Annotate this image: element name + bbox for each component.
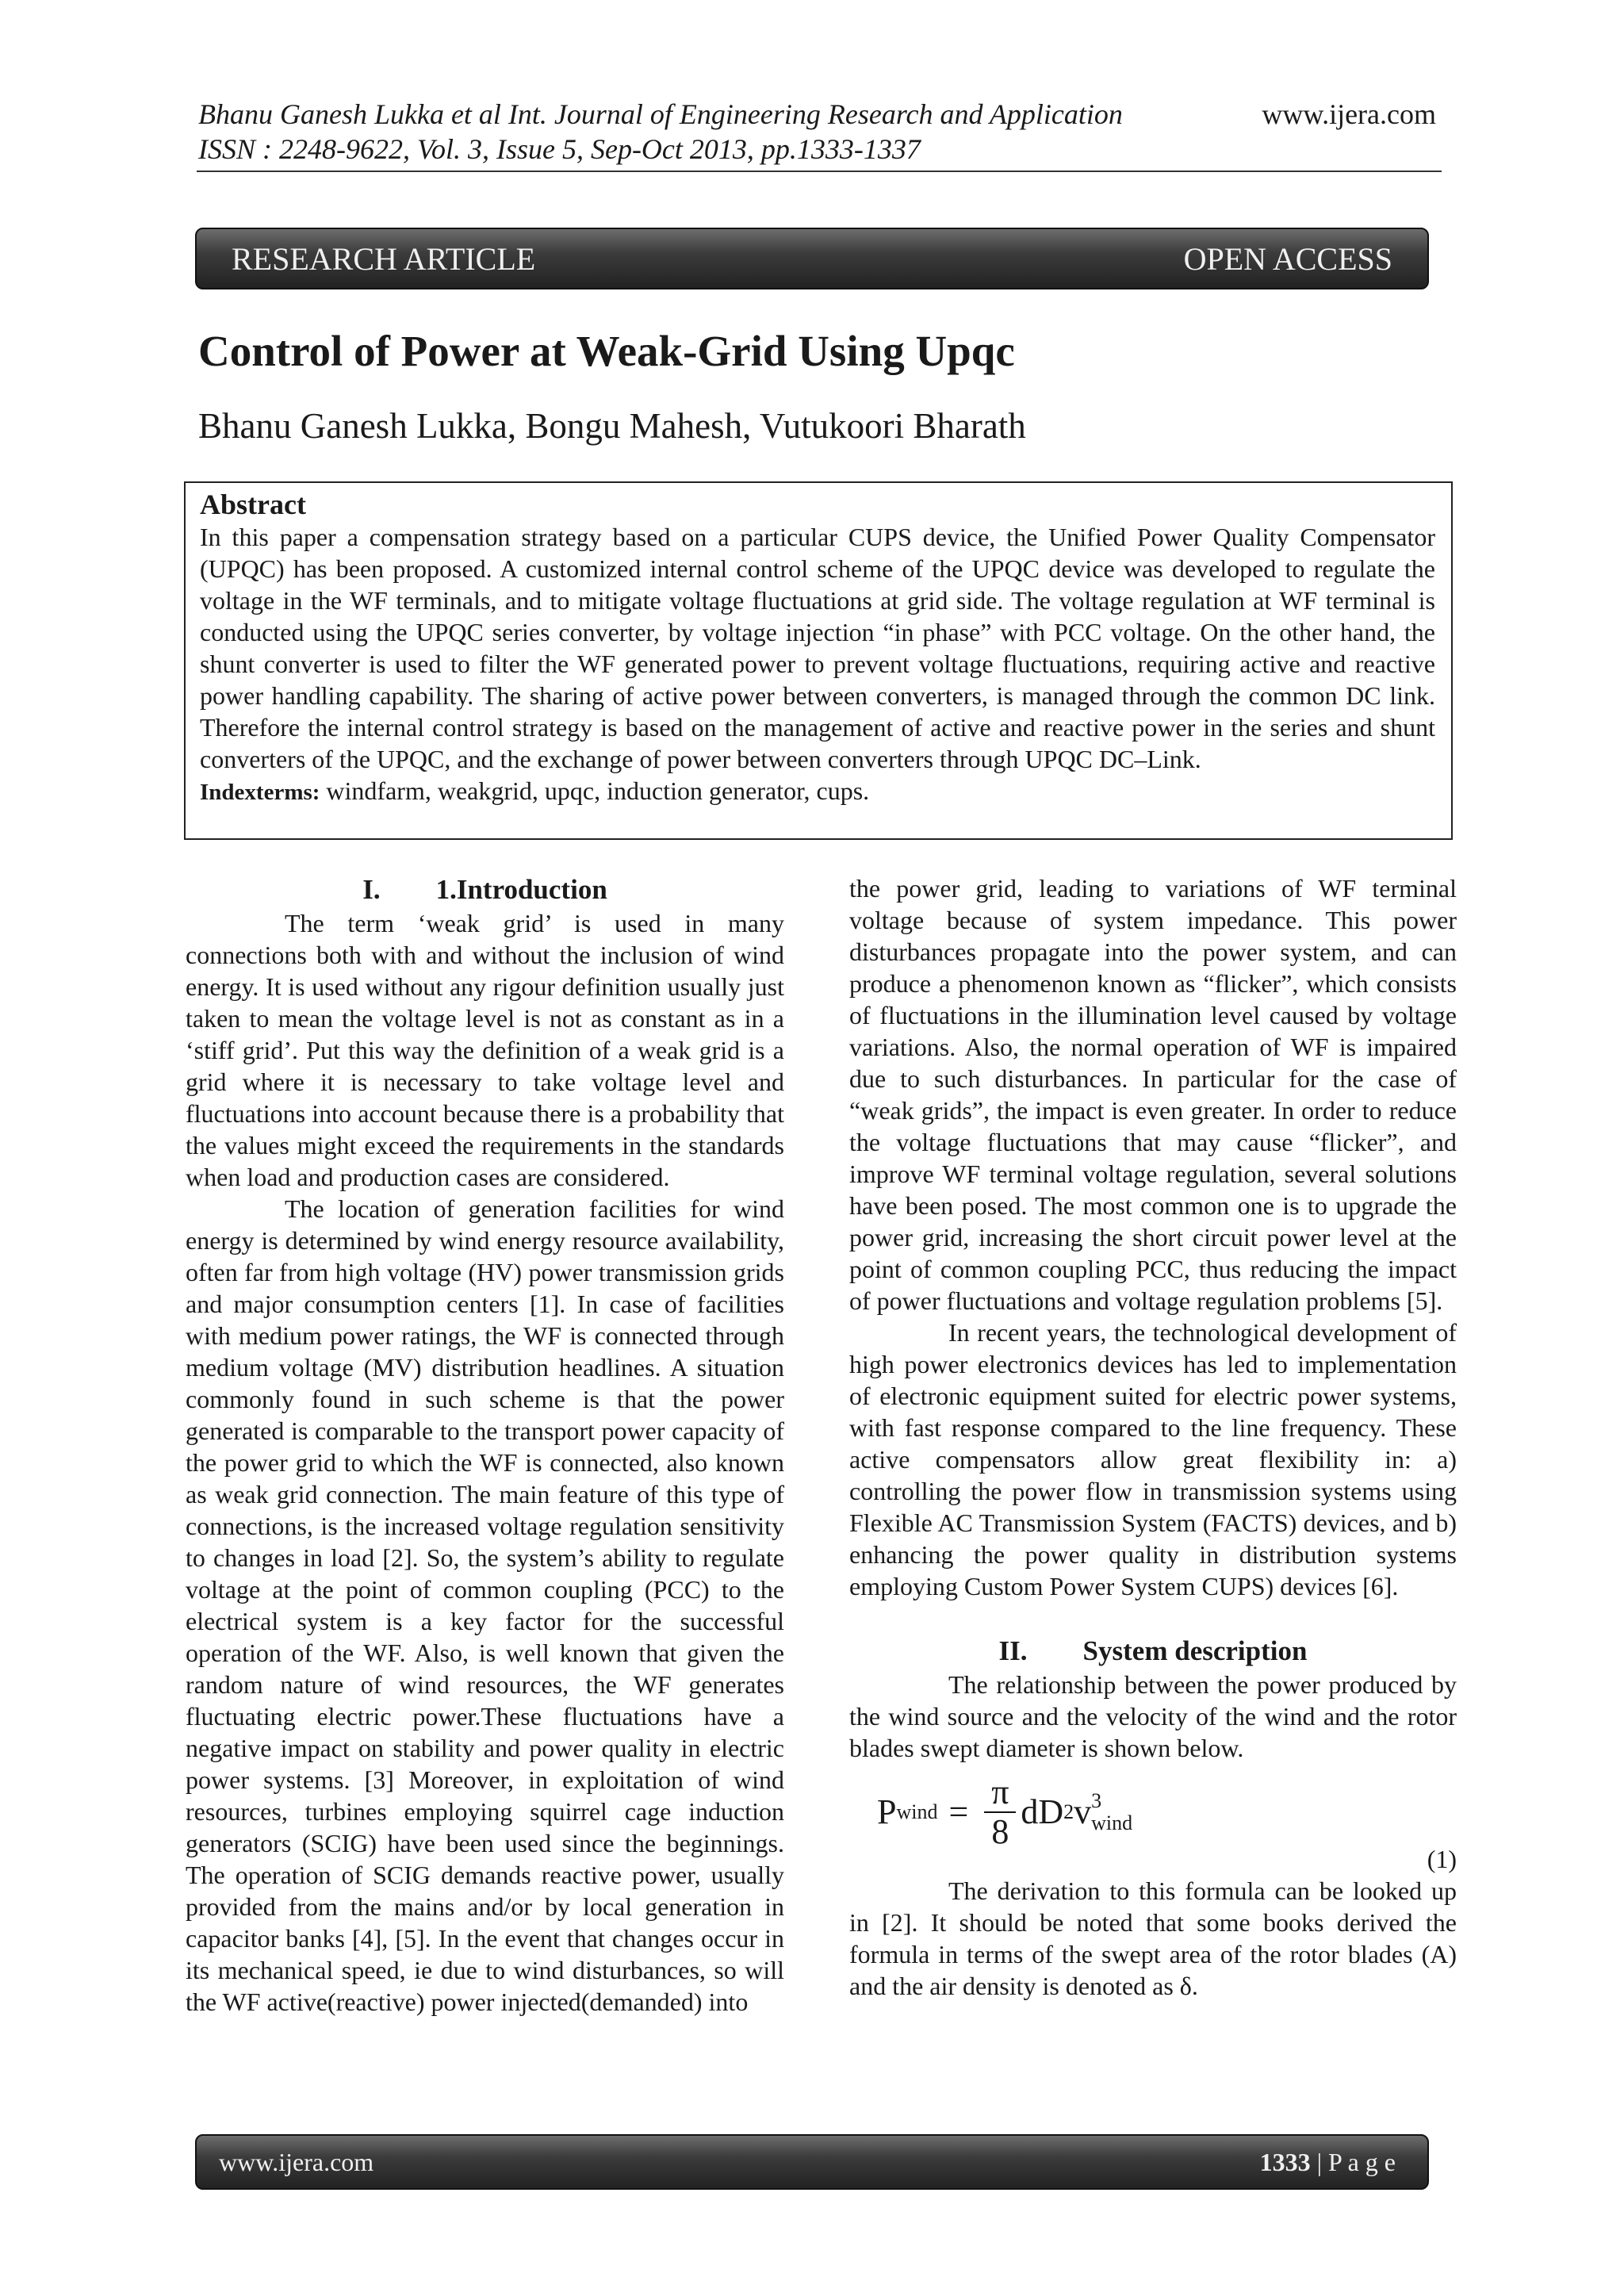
intro-paragraph-1: The term ‘weak grid’ is used in many connections both with and without the inclusion of wind energy. It is used without any rigour definition usually just taken to mean the voltage level is not as constant as in a ‘stiff grid’. Put this way the definition of a weak grid is a grid where it is necessary to take voltage level and fluctuations into account because there is a probability that the values might exceed the requirements in the standards when load and production cases are considered. [186,909,784,1191]
section-1-title: 1.Introduction [435,874,607,905]
section-1-number: I. [362,874,381,905]
system-paragraph-1: The relationship between the power produced by the wind source and the velocity of the wind and the rotor blades swept diameter is shown below. [849,1670,1457,1762]
article-type-banner [195,228,1429,289]
section-2-heading [849,1634,1457,1669]
system-paragraph-2: The derivation to this formula can be looked up in [2]. It should be noted that some books derived the formula in terms of the swept area of the rotor blades (A) and the air density is denoted as δ. [849,1876,1457,2000]
section-1-heading [186,872,784,907]
right-column [849,872,1457,2002]
footer-website[interactable]: www.ijera.com [219,2147,374,2176]
index-terms-label: Indexterms: [200,780,320,805]
intro-paragraph-4: In recent years, the technological development of high power electronics devices has led to implementation of electronic equipment suited for electric power systems, with fast response compared to the line frequency. These active compensators allow great flexibility in: a) controlling the power flow in transmission systems using Flexible AC Transmission System (FACTS) devices, and b) enhancing the power quality in distribution systems employing Custom Power System CUPS) devices [6]. [849,1318,1457,1600]
section-2-title: System description [1082,1635,1308,1666]
header-divider [197,171,1442,172]
paper-title: Control of Power at Weak-Grid Using Upqc [198,327,1015,375]
journal-website[interactable]: www.ijera.com [1262,98,1436,130]
index-terms-values: windfarm, weakgrid, upqc, induction generator, cups. [320,776,870,805]
left-column [186,872,784,2018]
running-header [198,97,1123,167]
page-number: 1333 | P a g e [1259,2147,1396,2176]
intro-paragraph-2: The location of generation facilities for wind energy is determined by wind energy resource availability, often far from high voltage (HV) power transmission grids and major consumption centers [1]. In case of facilities with medium power ratings, the WF is connected through medium voltage (MV) distribution headlines. A situation commonly found in such scheme is that the power generated is comparable to the transport power capacity of the power grid to which the WF is connected, also known as weak grid connection. The main feature of this type of connections, is the increased voltage regulation sensitivity to changes in load [2]. So, the system’s ability to regulate voltage at the point of common coupling (PCC) to the electrical system is a key factor for the successful operation of the WF. Also, is well known that given the random nature of wind resources, the WF generates fluctuating electric power.These fluctuations have a negative impact on stability and power quality in electric power systems. [3] Moreover, in exploitation of wind resources, turbines employing squirrel cage induction generators (SCIG) have been used since the beginnings. The operation of SCIG demands reactive power, usually provided from the mains and/or by local generation in capacitor banks [4], [5]. In the event that changes occur in its mechanical speed, ie due to wind disturbances, so will the WF active(reactive) power injected(demanded) into [186,1194,784,2016]
wind-power-formula: P wind = $\frac{\pi}{8}$ dD 2 v 3 wind [877,1773,1133,1851]
equation-1 [849,1764,1457,1875]
author-list: Bhanu Ganesh Lukka, Bongu Mahesh, Vutukoori Bharath [198,406,1026,446]
abstract-heading: Abstract [200,489,306,520]
page-footer [195,2134,1429,2190]
index-terms [200,775,1435,808]
open-access-label: OPEN ACCESS [1183,240,1392,277]
citation-line-2: ISSN : 2248-9622, Vol. 3, Issue 5, Sep-Oct 2013, pp.1333-1337 [198,133,921,165]
intro-paragraph-3: the power grid, leading to variations of WF terminal voltage because of system impedance. This power disturbances propagate into the power system, and can produce a phenomenon known as “flicker”, which consists of fluctuations in the illumination level caused by voltage variations. Also, the normal operation of WF is impaired due to such disturbances. In particular for the case of “weak grids”, the impact is even greater. In order to reduce the voltage fluctuations that may cause “flicker”, and improve WF terminal voltage regulation, several solutions have been posed. The most common one is to upgrade the power grid, increasing the short circuit power level at the point of common coupling PCC, thus reducing the impact of power fluctuations and voltage regulation problems [5]. [849,874,1457,1315]
pi-over-8-fraction: $\frac{\pi}{8}$ [984,1775,1016,1849]
research-article-label: RESEARCH ARTICLE [232,240,536,277]
equation-number: (1) [1427,1845,1457,1873]
abstract-box [184,481,1453,840]
section-2-number: II. [998,1635,1028,1666]
citation-line-1: Bhanu Ganesh Lukka et al Int. Journal of Engineering Research and Application [198,98,1123,130]
abstract-text: In this paper a compensation strategy based on a particular CUPS device, the Unified Power Quality Compensator (UPQC) has been proposed. A customized internal control scheme of the UPQC device was developed to regulate the voltage in the WF terminals, and to mitigate voltage fluctuations at grid side. The voltage regulation at WF terminal is conducted using the UPQC series converter, by voltage injection “in phase” with PCC voltage. On the other hand, the shunt converter is used to filter the WF generated power to prevent voltage fluctuations, requiring active and reactive power handling capability. The sharing of active power between converters, is managed through the common DC link. Therefore the internal control strategy is based on the management of active and reactive power in the series and shunt converters of the UPQC, and the exchange of power between converters through UPQC DC–Link. [200,523,1435,773]
